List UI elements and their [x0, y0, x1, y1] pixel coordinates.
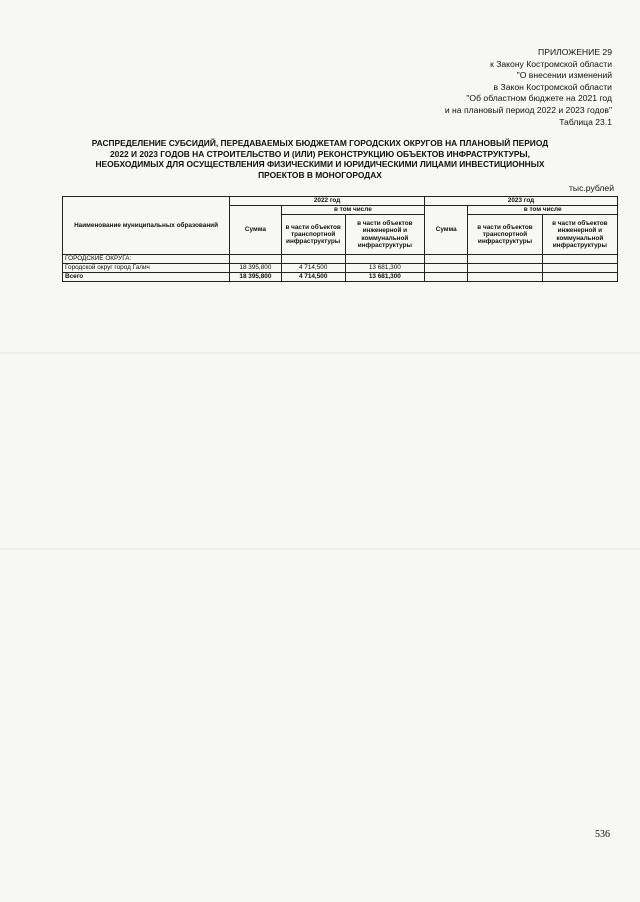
empty-cell	[425, 273, 468, 282]
header-year-2023: 2023 год	[425, 197, 618, 206]
table-row	[63, 264, 618, 273]
title-line: ПРОЕКТОВ В МОНОГОРОДАХ	[258, 169, 382, 180]
appendix-header	[352, 47, 612, 128]
appendix-line: и на плановый период 2022 и 2023 годов"	[444, 104, 612, 115]
header-including-2022: в том числе	[281, 206, 424, 215]
row-sum-2022: 18 395,800	[230, 264, 282, 273]
header-year-2022: 2022 год	[230, 197, 425, 206]
empty-cell	[425, 264, 468, 273]
header-sum-2023: Сумма	[425, 206, 468, 255]
header-transport-2022: в части объектов транспортной инфраструктуры	[281, 215, 345, 255]
appendix-line: к Закону Костромской области	[490, 58, 612, 69]
row-name: Городской округ город Галич	[63, 264, 230, 273]
title-line: НЕОБХОДИМЫХ ДЛЯ ОСУЩЕСТВЛЕНИЯ ФИЗИЧЕСКИМИ И ЮРИДИЧЕСКИМИ ЛИЦАМИ ИНВЕСТИЦИОННЫХ	[95, 159, 545, 170]
table-total-row	[63, 273, 618, 282]
header-engineering-2023: в части объектов инженерной и коммунальной инфраструктуры	[542, 215, 617, 255]
header-transport-2023: в части объектов транспортной инфраструктуры	[468, 215, 542, 255]
appendix-line: ПРИЛОЖЕНИЕ 29	[538, 47, 612, 57]
document-title	[60, 138, 580, 180]
empty-cell	[425, 255, 468, 264]
empty-cell	[281, 255, 345, 264]
appendix-line: в Закон Костромской области	[493, 81, 612, 92]
scan-artifact	[0, 548, 640, 550]
units-label: тыс.рублей	[568, 183, 614, 193]
empty-cell	[542, 255, 617, 264]
total-engineering-2022: 13 681,300	[345, 273, 424, 282]
header-including-2023: в том числе	[468, 206, 618, 215]
total-transport-2022: 4 714,500	[281, 273, 345, 282]
empty-cell	[230, 255, 282, 264]
section-label: ГОРОДСКИЕ ОКРУГА:	[63, 255, 230, 264]
empty-cell	[468, 255, 542, 264]
header-sum-2022: Сумма	[230, 206, 282, 255]
header-name: Наименование муниципальных образований	[63, 197, 230, 255]
subsidy-table	[62, 196, 618, 282]
table-section-row	[63, 255, 618, 264]
row-engineering-2022: 13 681,300	[345, 264, 424, 273]
table-number: Таблица 23.1	[559, 116, 612, 127]
empty-cell	[345, 255, 424, 264]
appendix-line: "О внесении изменений	[516, 70, 612, 81]
header-engineering-2022: в части объектов инженерной и коммунальной инфраструктуры	[345, 215, 424, 255]
empty-cell	[468, 264, 542, 273]
title-line: 2022 И 2023 ГОДОВ НА СТРОИТЕЛЬСТВО И (ИЛИ) РЕКОНСТРУКЦИЮ ОБЪЕКТОВ ИНФРАСТРУКТУРЫ,	[110, 148, 530, 159]
title-line: РАСПРЕДЕЛЕНИЕ СУБСИДИЙ, ПЕРЕДАВАЕМЫХ БЮДЖЕТАМ ГОРОДСКИХ ОКРУГОВ НА ПЛАНОВЫЙ ПЕРИОД	[91, 138, 549, 148]
empty-cell	[468, 273, 542, 282]
total-sum-2022: 18 395,800	[230, 273, 282, 282]
row-transport-2022: 4 714,500	[281, 264, 345, 273]
empty-cell	[542, 273, 617, 282]
total-name: Всего	[63, 273, 230, 282]
empty-cell	[542, 264, 617, 273]
scan-artifact	[0, 352, 640, 354]
appendix-line: "Об областном бюджете на 2021 год	[466, 93, 612, 104]
page-number: 536	[595, 829, 610, 840]
